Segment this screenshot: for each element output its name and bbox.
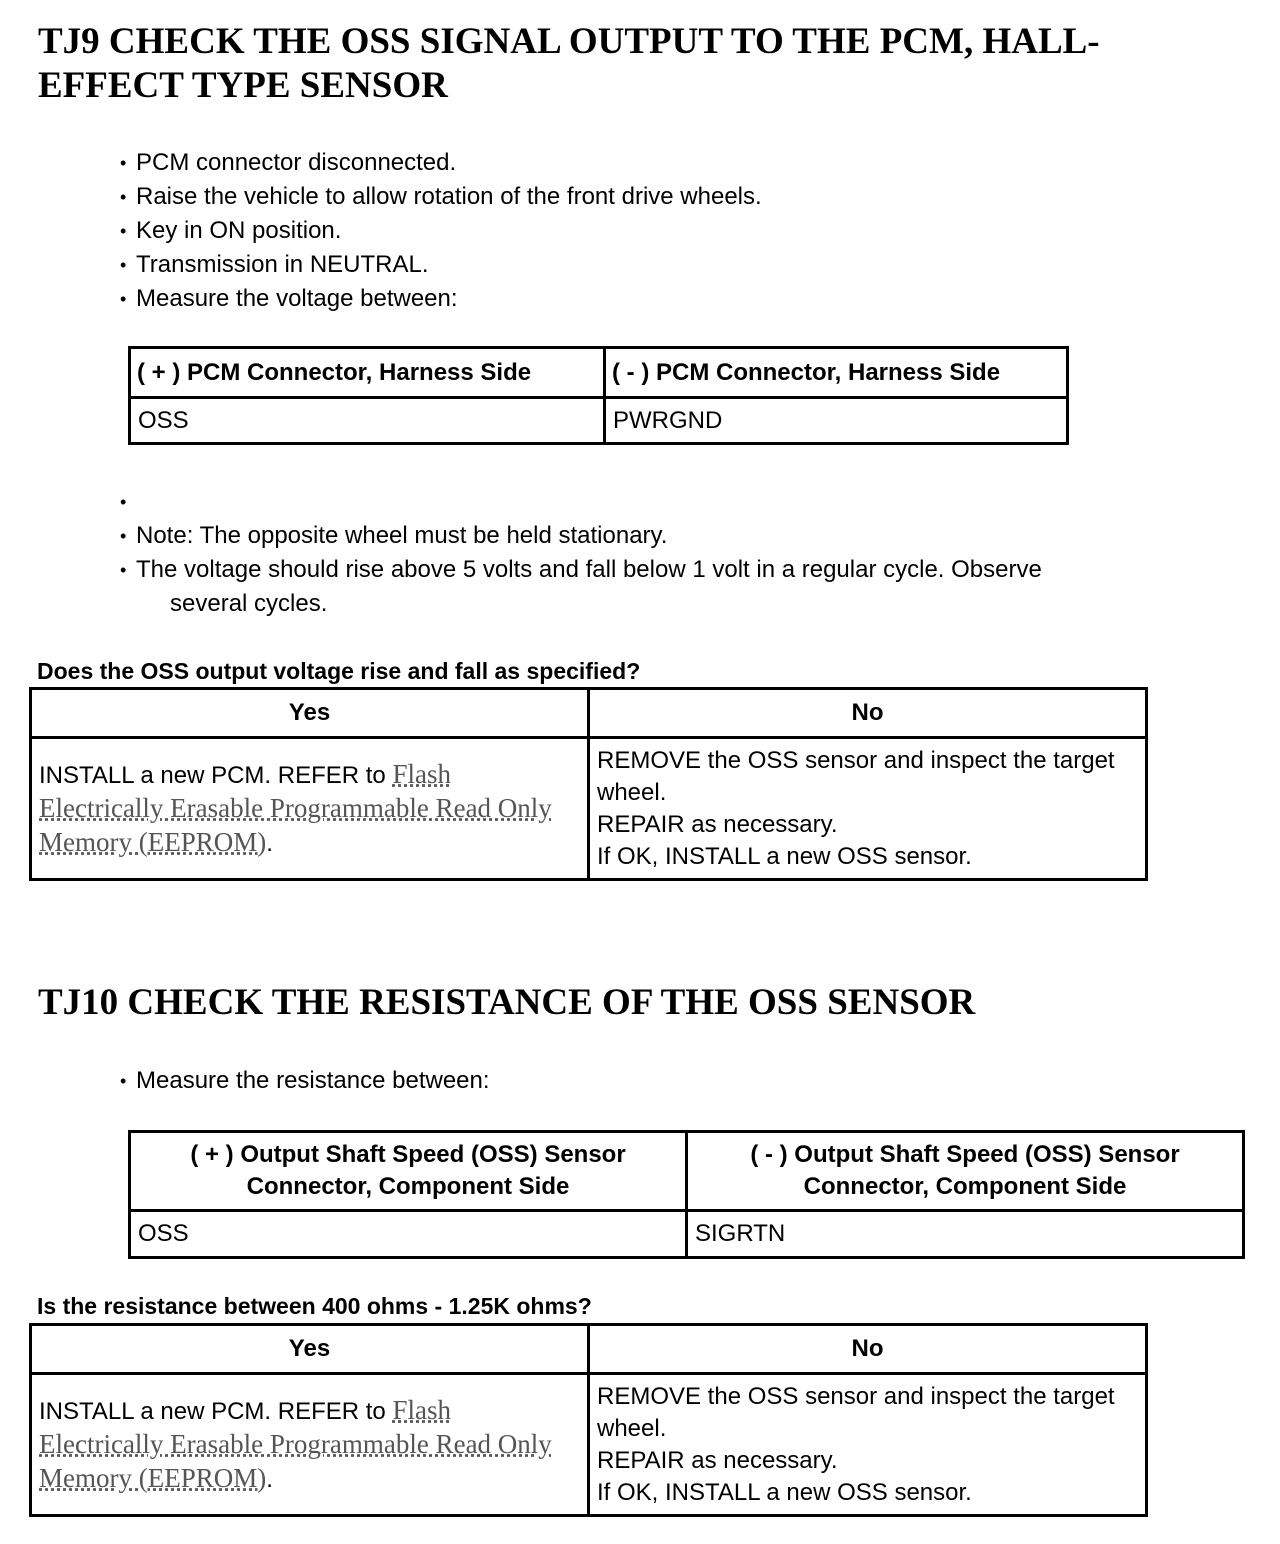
table-cell: OSS: [130, 1211, 687, 1258]
list-item: • Measure the voltage between:: [120, 282, 762, 316]
table-header: ( - ) Output Shaft Speed (OSS) Sensor Connector, Component Side: [687, 1132, 1244, 1211]
list-item: • Raise the vehicle to allow rotation of the front drive wheels.: [120, 180, 762, 214]
no-line: If OK, INSTALL a new OSS sensor.: [597, 1478, 972, 1506]
no-header: No: [589, 1325, 1147, 1374]
no-line: REMOVE the OSS sensor and inspect the target wheel.: [597, 1382, 1115, 1442]
section-title-tj10: TJ10 CHECK THE RESISTANCE OF THE OSS SENSOR: [38, 982, 976, 1023]
no-cell: [589, 1374, 1147, 1516]
table-cell: OSS: [130, 398, 605, 444]
yes-text: INSTALL a new PCM. REFER to: [39, 761, 393, 789]
instructions-list: [120, 1064, 490, 1098]
no-line: REMOVE the OSS sensor and inspect the target wheel.: [597, 746, 1115, 806]
list-item-continuation: several cycles.: [170, 590, 328, 617]
answer-table: [29, 1323, 1148, 1517]
question: Is the resistance between 400 ohms - 1.25K ohms?: [37, 1293, 592, 1319]
title-line: EFFECT TYPE SENSOR: [38, 65, 448, 106]
no-line: REPAIR as necessary.: [597, 1446, 838, 1474]
list-item: • Key in ON position.: [120, 214, 762, 248]
answer-table: [29, 687, 1148, 881]
no-header: No: [589, 689, 1147, 738]
question: Does the OSS output voltage rise and fall as specified?: [37, 658, 641, 684]
table-header: ( + ) PCM Connector, Harness Side: [130, 348, 605, 398]
table-header: ( + ) Output Shaft Speed (OSS) Sensor Connector, Component Side: [130, 1132, 687, 1211]
eeprom-link[interactable]: Flash Electrically Erasable Programmable Read Only Memory (EEPROM): [39, 1394, 552, 1493]
yes-cell: [31, 738, 589, 880]
list-item: [120, 485, 1042, 519]
yes-header: Yes: [31, 1325, 589, 1374]
resistance-measure-table: [128, 1130, 1245, 1259]
table-cell: SIGRTN: [687, 1211, 1244, 1258]
instructions-list-2: [120, 485, 1042, 621]
list-item: • Transmission in NEUTRAL.: [120, 248, 762, 282]
list-item: • Note: The opposite wheel must be held stationary.: [120, 519, 1042, 553]
title-line: TJ9 CHECK THE OSS SIGNAL OUTPUT TO THE PCM, HALL-: [38, 21, 1100, 62]
section-title-tj9: [38, 20, 1100, 108]
eeprom-link[interactable]: Flash Electrically Erasable Programmable Read Only Memory (EEPROM): [39, 758, 552, 857]
table-cell: PWRGND: [605, 398, 1068, 444]
yes-text: INSTALL a new PCM. REFER to: [39, 1397, 393, 1425]
list-item: • Measure the resistance between:: [120, 1064, 490, 1098]
no-line: REPAIR as necessary.: [597, 810, 838, 838]
instructions-list: [120, 146, 762, 316]
table-header: ( - ) PCM Connector, Harness Side: [605, 348, 1068, 398]
no-cell: [589, 738, 1147, 880]
voltage-measure-table: [128, 346, 1069, 445]
list-item: • PCM connector disconnected.: [120, 146, 762, 180]
list-item: • The voltage should rise above 5 volts and fall below 1 volt in a regular cycle. Observe: [120, 553, 1042, 587]
period: .: [266, 829, 273, 857]
no-line: If OK, INSTALL a new OSS sensor.: [597, 842, 972, 870]
period: .: [266, 1465, 273, 1493]
yes-header: Yes: [31, 689, 589, 738]
yes-cell: [31, 1374, 589, 1516]
